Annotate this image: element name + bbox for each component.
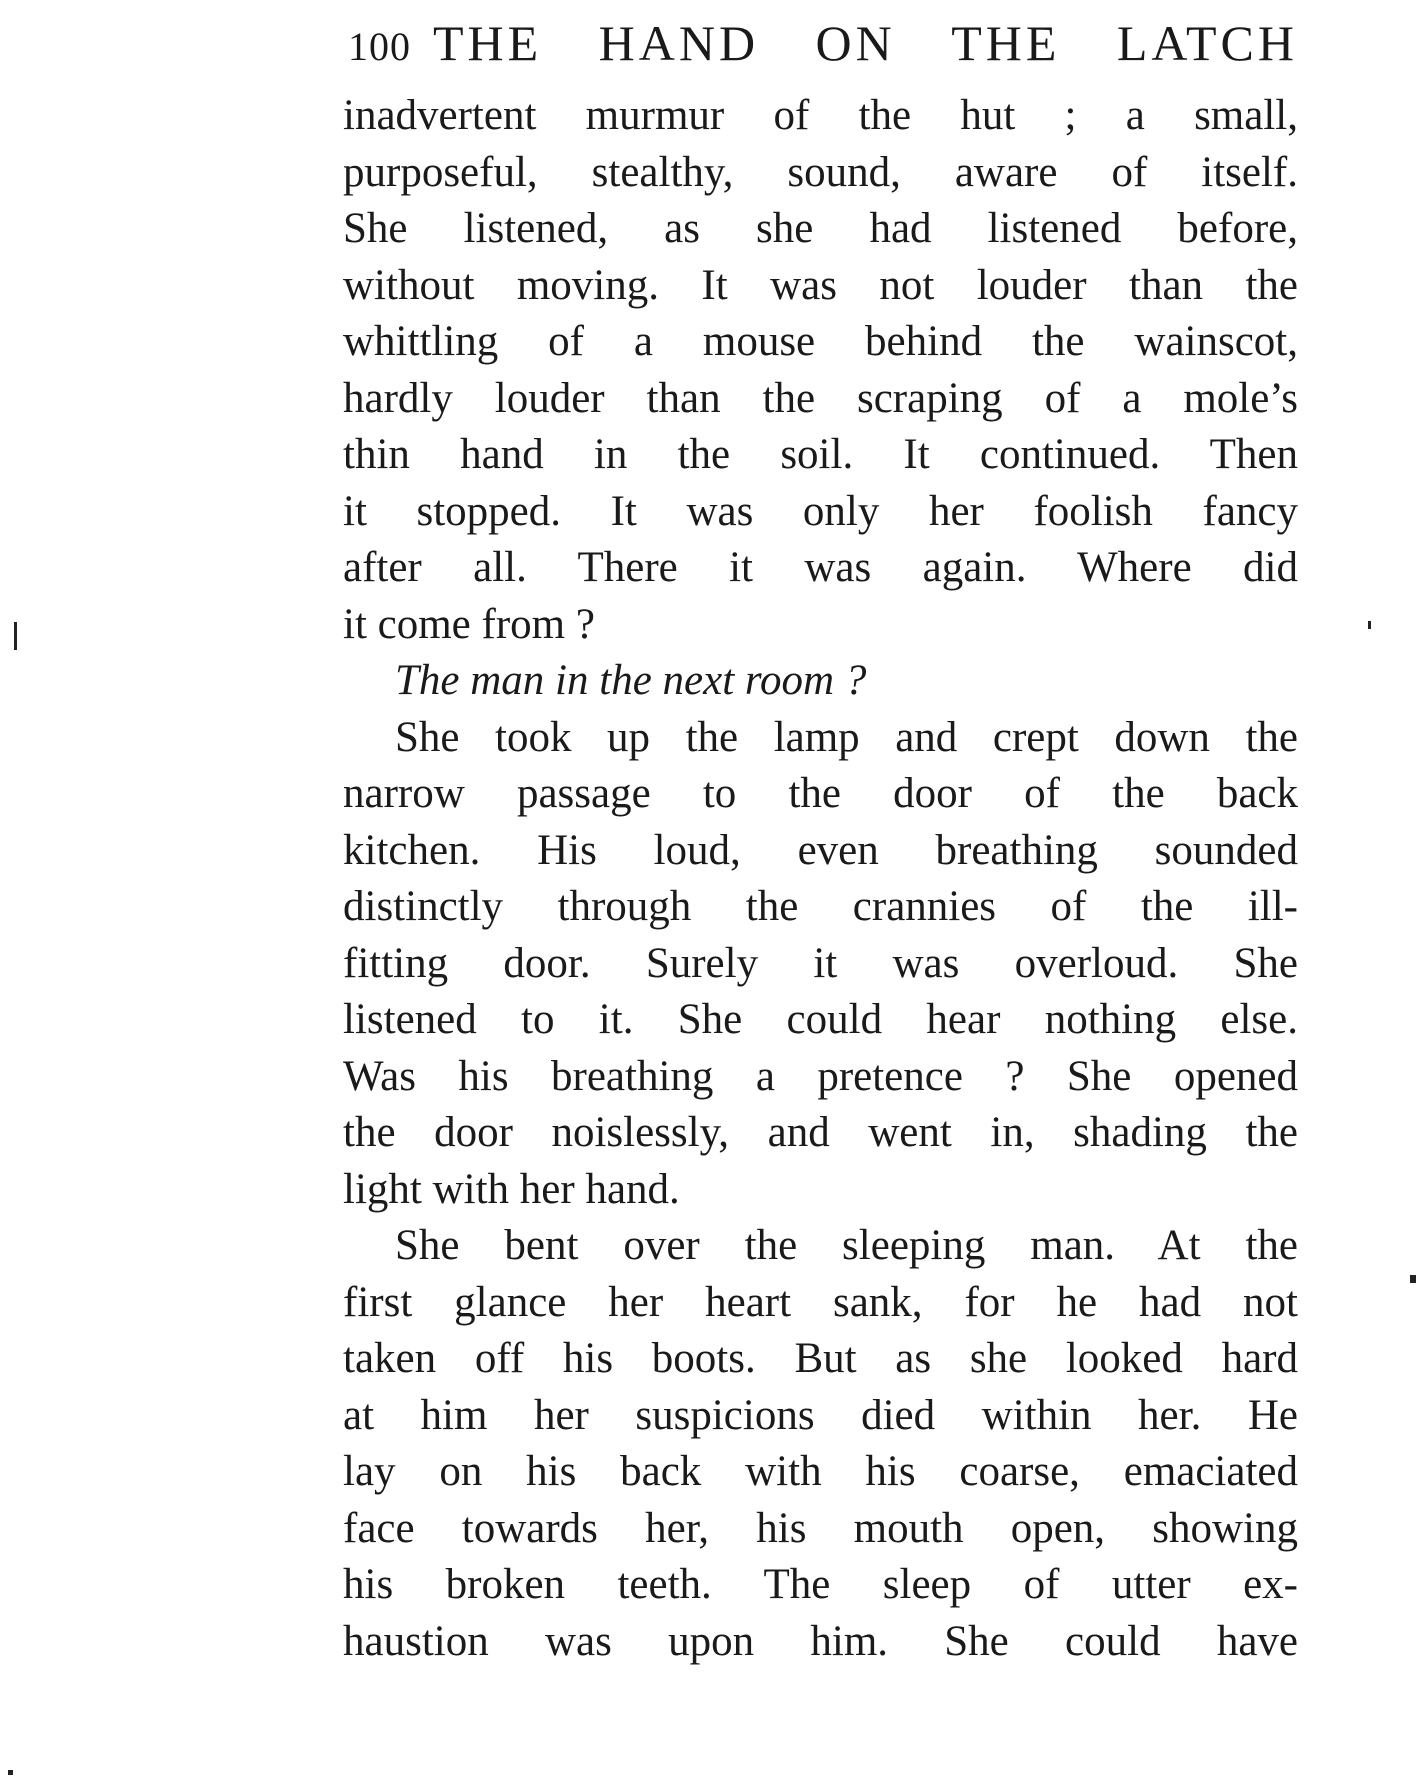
scan-speck — [8, 1770, 13, 1775]
text-line: She bent over the sleeping man. At the — [395, 1222, 1298, 1269]
scan-speck — [1368, 621, 1371, 629]
text-line: thin hand in the soil. It continued. Then — [343, 431, 1298, 478]
running-head-title: THE HAND ON THE LATCH — [433, 15, 1298, 71]
page-number: 100 — [348, 24, 411, 69]
text-line: narrow passage to the door of the back — [343, 770, 1298, 817]
text-line: lay on his back with his coarse, emaciated — [343, 1448, 1298, 1495]
text-line: inadvertent murmur of the hut ; a small, — [343, 92, 1298, 139]
text-line: The man in the next room ? — [395, 657, 867, 704]
text-line: listened to it. She could hear nothing else. — [343, 996, 1298, 1043]
text-line: his broken teeth. The sleep of utter ex- — [343, 1561, 1298, 1608]
text-line: at him her suspicions died within her. He — [343, 1391, 1298, 1439]
text-line: fitting door. Surely it was overloud. She — [343, 939, 1298, 987]
text-line: haustion was upon him. She could have — [343, 1617, 1298, 1665]
text-line: purposeful, stealthy, sound, aware of itself. — [343, 148, 1298, 196]
scan-speck — [14, 622, 17, 650]
paragraph-1 — [343, 88, 1298, 653]
paragraph-2-italic — [343, 653, 1298, 710]
body-text — [343, 88, 1298, 1670]
text-line: first glance her heart sank, for he had not — [343, 1278, 1298, 1326]
text-line: She listened, as she had listened before, — [343, 205, 1298, 252]
text-line: face towards her, his mouth open, showing — [343, 1504, 1298, 1552]
text-line: distinctly through the crannies of the ill- — [343, 883, 1298, 930]
text-line: light with her hand. — [343, 1165, 680, 1213]
text-line: it stopped. It was only her foolish fancy — [343, 487, 1298, 535]
text-line: Was his breathing a pretence ? She opened — [343, 1052, 1298, 1100]
text-line: whittling of a mouse behind the wainscot, — [343, 318, 1298, 365]
text-line: after all. There it was again. Where did — [343, 544, 1298, 591]
paragraph-4 — [343, 1218, 1298, 1670]
text-line: the door noislessly, and went in, shading the — [343, 1109, 1298, 1156]
text-line: it come from ? — [343, 600, 595, 648]
text-line: hardly louder than the scraping of a mole’s — [343, 374, 1298, 422]
running-head — [348, 14, 1298, 84]
text-line: She took up the lamp and crept down the — [395, 713, 1298, 761]
paragraph-3 — [343, 710, 1298, 1219]
scan-speck — [1410, 1275, 1416, 1283]
text-line: kitchen. His loud, even breathing sounded — [343, 826, 1298, 874]
text-line: taken off his boots. But as she looked hard — [343, 1335, 1298, 1382]
text-line: without moving. It was not louder than the — [343, 261, 1298, 309]
